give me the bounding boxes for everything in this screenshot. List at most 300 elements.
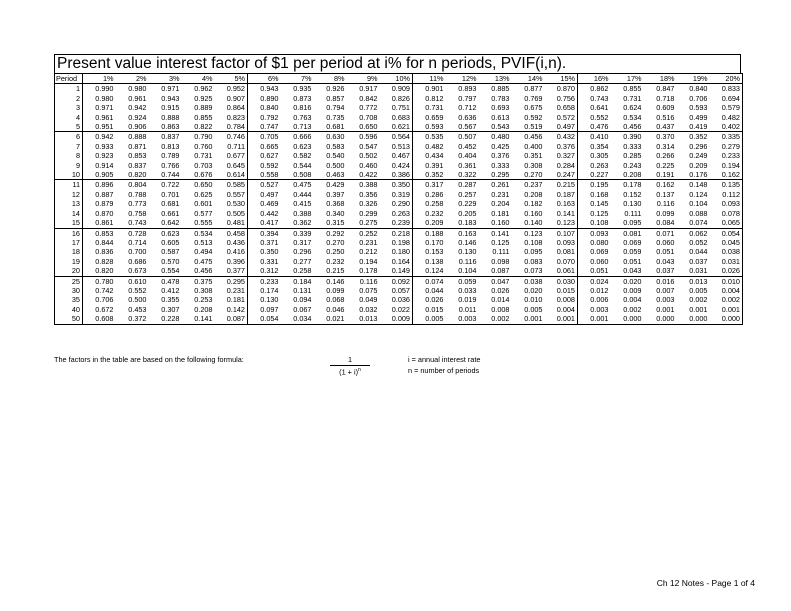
factor-cell: 0.054 [710,228,743,238]
factor-cell: 0.141 [545,209,578,218]
factor-cell: 0.270 [326,237,345,247]
table-row [55,113,743,122]
factor-cell: 0.010 [524,295,543,305]
factor-cell: 0.375 [194,276,213,286]
factor-cell: 0.081 [623,228,642,238]
factor-cell: 0.605 [161,237,180,247]
factor-cell: 0.020 [623,276,642,286]
factor-cell: 0.195 [590,180,609,190]
table-row [55,257,743,266]
factor-cell: 0.579 [710,103,743,112]
factor-cell: 0.540 [326,151,345,161]
factor-cell: 0.069 [623,237,642,247]
factor-cell: 0.005 [524,304,543,314]
factor-cell: 0.145 [590,199,609,209]
factor-cell: 0.482 [710,113,743,122]
period-cell: 18 [55,247,83,256]
factor-cell: 0.314 [656,141,675,151]
factor-cell: 0.098 [491,256,510,266]
factor-cell: 0.013 [347,314,380,324]
factor-cell: 0.104 [689,199,708,209]
factor-cell: 0.905 [83,170,116,180]
table-row [55,142,743,151]
factor-cell: 0.836 [95,247,114,257]
factor-cell: 0.855 [194,112,213,122]
factor-cell: 0.000 [644,314,677,324]
factor-cell: 0.676 [182,170,215,180]
factor-cell: 0.901 [425,84,444,94]
factor-cell: 0.184 [293,276,312,286]
factor-cell: 0.229 [458,199,477,209]
factor-cell: 0.069 [590,247,609,257]
table-row [55,247,743,256]
factor-cell: 0.555 [182,218,215,228]
factor-cell: 0.857 [326,93,345,103]
factor-cell: 0.180 [380,247,413,256]
rate-header: 11% [413,74,446,84]
factor-cell: 0.888 [161,112,180,122]
factor-cell: 0.049 [359,295,378,305]
factor-cell: 0.925 [194,93,213,103]
factor-cell: 0.084 [644,218,677,228]
factor-cell: 0.980 [95,93,114,103]
formula-denominator [330,366,370,376]
factor-cell: 0.225 [656,160,675,170]
factor-cell: 0.701 [161,189,180,199]
factor-cell: 0.853 [95,228,114,238]
factor-cell: 0.475 [194,256,213,266]
factor-cell: 0.123 [524,228,543,238]
factor-cell: 0.844 [95,237,114,247]
factor-cell: 0.258 [281,266,314,276]
factor-cell: 0.125 [491,237,510,247]
factor-cell: 0.544 [293,160,312,170]
factor-cell: 0.482 [425,141,444,151]
factor-cell: 0.093 [545,238,578,247]
factor-cell: 0.094 [293,295,312,305]
factor-cell: 0.038 [524,276,543,286]
factor-cell: 0.665 [260,141,279,151]
factor-cell: 0.534 [194,228,213,238]
factor-cell: 0.820 [116,170,149,180]
formula-fraction [330,355,370,376]
factor-cell: 0.893 [458,84,477,94]
factor-cell: 0.026 [710,266,743,276]
factor-cell: 0.031 [677,266,710,276]
factor-cell: 0.861 [83,218,116,228]
factor-cell: 0.659 [425,112,444,122]
table-row [55,266,743,276]
factor-cell: 0.980 [128,84,147,94]
factor-cell: 0.397 [326,189,345,199]
factor-cell: 0.624 [623,103,642,113]
factor-cell: 0.016 [656,276,675,286]
factor-cell: 0.527 [260,180,279,190]
factor-cell: 0.621 [380,122,413,132]
factor-cell: 0.890 [260,93,279,103]
factor-cell: 0.390 [623,132,642,142]
factor-cell: 0.001 [656,304,675,314]
factor-cell: 0.038 [710,247,743,256]
factor-cell: 0.760 [194,141,213,151]
factor-cell: 0.681 [314,122,347,132]
factor-cell: 0.198 [380,238,413,247]
factor-cell: 0.453 [128,304,147,314]
factor-cell: 0.004 [710,286,743,295]
factor-cell: 0.163 [545,199,578,208]
factor-cell: 0.361 [458,160,477,170]
factor-cell: 0.044 [689,247,708,257]
factor-cell: 0.099 [326,285,345,295]
rate-header: 6% [248,74,281,84]
factor-cell: 0.914 [95,160,114,170]
rate-header: 18% [644,74,677,84]
factor-cell: 0.666 [293,132,312,142]
factor-cell: 0.990 [95,84,114,94]
period-cell: 50 [55,314,83,324]
factor-cell: 0.873 [293,93,312,103]
period-cell: 6 [55,132,83,142]
table-title: Present value interest factor of $1 per period at i% for n periods, PVIF(i,n). [54,54,741,74]
factor-cell: 0.292 [326,228,345,238]
factor-cell: 0.735 [326,112,345,122]
factor-cell: 0.790 [194,132,213,142]
factor-cell: 0.394 [260,228,279,238]
rate-header: 9% [347,74,380,84]
factor-cell: 0.596 [359,132,378,142]
period-cell: 35 [55,295,83,304]
factor-cell: 0.915 [161,103,180,113]
factor-cell: 0.400 [524,141,543,151]
factor-cell: 0.961 [128,93,147,103]
factor-cell: 0.870 [545,84,578,94]
factor-cell: 0.630 [326,132,345,142]
factor-cell: 0.962 [194,84,213,94]
factor-cell: 0.116 [359,276,378,286]
factor-cell: 0.047 [491,276,510,286]
factor-cell: 0.623 [293,141,312,151]
factor-cell: 0.208 [524,189,543,199]
factor-cell: 0.001 [689,304,708,314]
factor-cell: 0.705 [260,132,279,142]
factor-cell: 0.001 [512,314,545,324]
factor-cell: 0.107 [545,228,578,238]
factor-cell: 0.296 [689,141,708,151]
factor-cell: 0.475 [293,180,312,190]
factor-cell: 0.534 [623,112,642,122]
period-cell: 2 [55,94,83,103]
factor-cell: 0.362 [281,218,314,228]
factor-cell: 0.315 [314,218,347,228]
factor-cell: 0.711 [215,142,248,151]
formula-exponent: n [358,367,361,373]
factor-cell: 0.178 [623,180,642,190]
factor-cell: 0.773 [128,199,147,209]
factor-cell: 0.376 [545,142,578,151]
table-row [55,228,743,238]
table-row [55,103,743,112]
factor-cell: 0.231 [491,189,510,199]
factor-cell: 0.847 [656,84,675,94]
factor-cell: 0.547 [359,141,378,151]
factor-cell: 0.863 [149,122,182,132]
period-cell: 16 [55,228,83,238]
rate-header: 7% [281,74,314,84]
factor-cell: 0.124 [689,189,708,199]
factor-cell: 0.062 [689,228,708,238]
rate-header: 14% [512,74,545,84]
table-row [55,209,743,218]
factor-cell: 0.135 [710,180,743,190]
factor-cell: 0.442 [260,208,279,218]
factor-cell: 0.494 [194,247,213,257]
factor-cell: 0.003 [446,314,479,324]
factor-cell: 0.713 [281,122,314,132]
factor-cell: 0.820 [83,266,116,276]
period-cell: 11 [55,180,83,190]
rate-header: 15% [545,74,578,84]
factor-cell: 0.187 [545,190,578,199]
period-cell: 25 [55,276,83,286]
factor-cell: 0.181 [491,208,510,218]
factor-cell: 0.037 [689,256,708,266]
factor-cell: 0.051 [656,247,675,257]
factor-cell: 0.057 [380,286,413,295]
factor-cell: 0.463 [314,170,347,180]
factor-cell: 0.816 [293,103,312,113]
factor-cell: 0.233 [260,276,279,286]
factor-cell: 0.319 [380,190,413,199]
factor-cell: 0.010 [710,276,743,286]
table-row [55,151,743,160]
factor-cell: 0.308 [524,160,543,170]
factor-cell: 0.437 [644,122,677,132]
factor-cell: 0.257 [458,189,477,199]
factor-cell: 0.645 [215,161,248,170]
factor-cell: 0.675 [524,103,543,113]
factor-cell: 0.582 [293,151,312,161]
factor-cell: 0.712 [458,103,477,113]
rate-header: 8% [314,74,347,84]
factor-cell: 0.046 [326,304,345,314]
factor-cell: 0.071 [656,228,675,238]
factor-cell: 0.570 [161,256,180,266]
factor-cell: 0.943 [260,84,279,94]
factor-cell: 0.045 [710,238,743,247]
factor-cell: 0.499 [689,112,708,122]
factor-cell: 0.467 [380,151,413,160]
factor-cell: 0.797 [458,93,477,103]
period-cell: 17 [55,238,83,247]
period-cell: 5 [55,122,83,132]
factor-cell: 0.183 [446,218,479,228]
table-row [55,84,743,94]
factor-cell: 0.608 [83,314,116,324]
factor-cell: 0.592 [524,112,543,122]
factor-cell: 0.444 [293,189,312,199]
factor-cell: 0.093 [590,228,609,238]
factor-cell: 0.351 [524,151,543,161]
factor-cell: 0.889 [194,103,213,113]
factor-cell: 0.746 [215,132,248,142]
factor-cell: 0.658 [545,103,578,112]
factor-cell: 0.020 [524,285,543,295]
factor-cell: 0.060 [656,237,675,247]
factor-cell: 0.961 [95,112,114,122]
factor-cell: 0.174 [260,285,279,295]
period-cell: 19 [55,257,83,266]
factor-cell: 0.015 [545,286,578,295]
factor-cell: 0.215 [314,266,347,276]
factor-cell: 0.305 [590,151,609,161]
factor-cell: 0.007 [656,285,675,295]
factor-cell: 0.722 [161,180,180,190]
factor-cell: 0.152 [623,189,642,199]
factor-cell: 0.087 [215,314,248,324]
period-cell: 14 [55,209,83,218]
factor-cell: 0.108 [578,218,611,228]
factor-cell: 0.286 [425,189,444,199]
factor-cell: 0.285 [623,151,642,161]
period-cell: 20 [55,266,83,276]
factor-cell: 0.783 [491,93,510,103]
factor-cell: 0.070 [545,257,578,266]
period-cell: 30 [55,286,83,295]
factor-cell: 0.307 [161,304,180,314]
factor-cell: 0.356 [359,189,378,199]
factor-cell: 0.054 [248,314,281,324]
factor-cell: 0.080 [590,237,609,247]
factor-cell: 0.500 [128,295,147,305]
factor-cell: 0.162 [656,180,675,190]
factor-cell: 0.231 [359,237,378,247]
factor-cell: 0.204 [491,199,510,209]
factor-cell: 0.677 [215,151,248,160]
factor-cell: 0.333 [491,160,510,170]
factor-cell: 0.419 [677,122,710,132]
factor-cell: 0.331 [260,256,279,266]
factor-cell: 0.480 [491,132,510,142]
factor-cell: 0.557 [215,190,248,199]
table-row [55,238,743,247]
factor-cell: 0.368 [326,199,345,209]
factor-cell: 0.623 [161,228,180,238]
factor-cell: 0.160 [479,218,512,228]
table-row [55,132,743,142]
factor-cell: 0.828 [95,256,114,266]
factor-cell: 0.249 [689,151,708,161]
factor-cell: 0.686 [128,256,147,266]
period-header: Period [55,74,83,84]
factor-cell: 0.335 [710,132,743,142]
rate-header: 4% [182,74,215,84]
factor-cell: 0.837 [128,160,147,170]
factor-cell: 0.823 [215,113,248,122]
factor-cell: 0.263 [590,160,609,170]
factor-cell: 0.879 [95,199,114,209]
rate-header: 12% [446,74,479,84]
period-cell: 7 [55,142,83,151]
factor-cell: 0.232 [326,256,345,266]
factor-cell: 0.731 [194,151,213,161]
table-row [55,305,743,314]
factor-cell: 0.388 [359,180,378,190]
factor-cell: 0.092 [380,276,413,286]
factor-cell: 0.870 [95,208,114,218]
factor-cell: 0.476 [578,122,611,132]
period-cell: 15 [55,218,83,228]
rate-header: 16% [578,74,611,84]
period-cell: 4 [55,113,83,122]
factor-cell: 0.002 [479,314,512,324]
factor-cell: 0.209 [689,160,708,170]
rate-header: 1% [83,74,116,84]
period-cell: 3 [55,103,83,112]
factor-cell: 0.000 [710,314,743,324]
factor-cell: 0.585 [215,180,248,190]
factor-cell: 0.001 [578,314,611,324]
factor-cell: 0.794 [326,103,345,113]
factor-cell: 0.043 [611,266,644,276]
factor-cell: 0.188 [425,228,444,238]
factor-cell: 0.015 [425,304,444,314]
factor-cell: 0.422 [347,170,380,180]
factor-cell: 0.469 [260,199,279,209]
factor-cell: 0.350 [380,180,413,190]
table-row [55,180,743,190]
factor-cell: 0.284 [545,161,578,170]
factor-cell: 0.703 [194,160,213,170]
factor-cell: 0.924 [128,112,147,122]
factor-cell: 0.006 [590,295,609,305]
factor-cell: 0.308 [194,285,213,295]
factor-cell: 0.971 [95,103,114,113]
factor-cell: 0.295 [215,276,248,286]
factor-cell: 0.290 [380,199,413,208]
factor-cell: 0.004 [545,305,578,314]
factor-cell: 0.497 [545,122,578,132]
factor-cell: 0.065 [710,218,743,228]
factor-cell: 0.270 [512,170,545,180]
factor-cell: 0.862 [590,84,609,94]
factor-cell: 0.130 [260,295,279,305]
table-row [55,161,743,170]
rate-header: 5% [215,74,248,84]
factor-cell: 0.181 [215,295,248,304]
factor-cell: 0.068 [326,295,345,305]
factor-cell: 0.209 [413,218,446,228]
factor-cell: 0.002 [689,295,708,305]
factor-cell: 0.718 [656,93,675,103]
factor-cell: 0.683 [380,113,413,122]
factor-cell: 0.137 [656,189,675,199]
factor-cell: 0.370 [656,132,675,142]
formula-denominator-base: (1 + i) [339,367,359,377]
factor-cell: 0.205 [458,208,477,218]
factor-cell: 0.275 [347,218,380,228]
factor-cell: 0.587 [161,247,180,257]
factor-cell: 0.391 [425,160,444,170]
factor-cell: 0.377 [215,266,248,276]
factor-cell: 0.005 [689,285,708,295]
factor-cell: 0.610 [128,276,147,286]
factor-cell: 0.003 [590,304,609,314]
factor-cell: 0.371 [260,237,279,247]
factor-cell: 0.299 [359,208,378,218]
factor-cell: 0.887 [95,189,114,199]
factor-cell: 0.233 [710,151,743,160]
table-row [55,314,743,324]
